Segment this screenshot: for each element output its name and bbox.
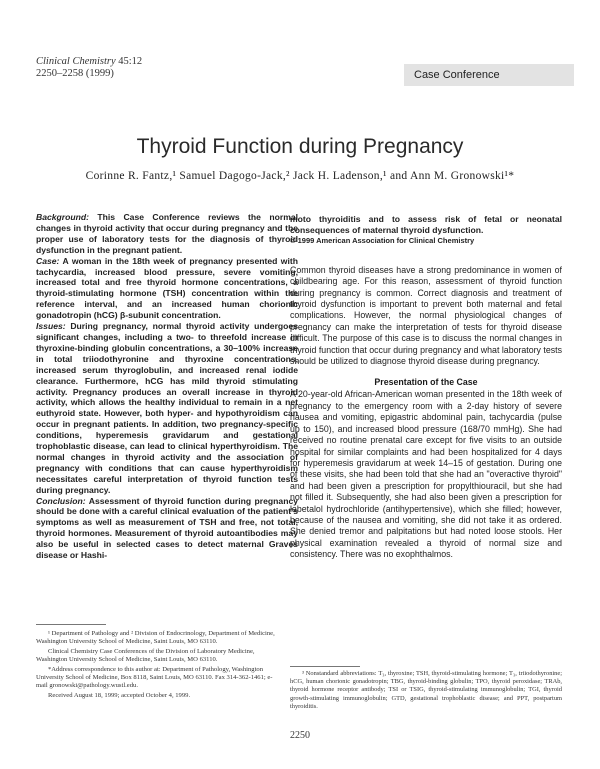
journal-citation bbox=[36, 56, 142, 80]
footnote-series: Clinical Chemistry Case Conferences of the Division of Laboratory Medicine, Washington University School of Medicine, Saint Louis, MO 63110. bbox=[36, 647, 255, 664]
volume-issue: 45:12 bbox=[118, 56, 143, 67]
case-label: Case: bbox=[36, 255, 60, 266]
footnote-abbreviations: ³ Nonstandard abbreviations: T₃, thyroxine; TSH, thyroid-stimulating hormone; T₃, triiodothyronine; hCG, human chorionic gonadotropin; TBG, thyroid-binding globulin; TPO, thyroid peroxidase; TRAb, thyroid hormone receptor antibody; TSI or TSIG, thyroid-stimulating immunoglobulin; TGI, thyroid growth-stimulating immunoglobulin; GTD, gestational trophoblastic disease; and PPT, postpartum thyroiditis. bbox=[290, 670, 562, 710]
abstract-continuation: moto thyroiditis and to assess risk of fetal or neonatal consequences of maternal thyroid dysfunction. bbox=[290, 214, 562, 235]
abstract-issues bbox=[36, 321, 298, 496]
issues-label: Issues: bbox=[36, 321, 66, 332]
conclusion-label: Conclusion: bbox=[36, 495, 86, 506]
article-title: Thyroid Function during Pregnancy bbox=[136, 135, 464, 158]
footnote-correspondence: *Address correspondence to this author at: Department of Pathology, Washington University School of Medicine, Box 8118, Saint Louis, MO 63110. Fax 314-362-1461; e-mail gronowski@pathology.wustl.edu. bbox=[36, 665, 273, 690]
footnote-affiliation: ¹ Department of Pathology and ² Division of Endocrinology, Department of Medicine, Washington University School of Medicine, Saint Louis, MO 63110. bbox=[36, 630, 275, 646]
footnote-divider-left bbox=[36, 624, 106, 625]
page-number: 2250 bbox=[290, 730, 310, 741]
abstract-case bbox=[36, 256, 298, 321]
abstract-left-column bbox=[36, 212, 298, 561]
abstract-background bbox=[36, 212, 298, 256]
journal-name: Clinical Chemistry bbox=[36, 56, 116, 67]
issues-text: During pregnancy, normal thyroid activity undergoes significant changes, including a two- to threefold increase in thyroxine-binding globulin concentrations, a 30–100% increase in total triiodothyronine and thyroxine concentrations, increased serum thyroglobulin, and increased renal iodide clearance. Furthermore, hCG has mild thyroid stimulating activity. Pregnancy produces an overall increase in thyroid activity, which allows the healthy individual to remain in a net euthyroid state. However, both hyper- and hypothyroidism can occur in pregnant patients. In addition, two pregnancy-specific conditions, hyperemesis gravidarum and gestational trophoblastic disease, can lead to clinical hyperthyroidism. The normal changes in thyroid activity and the association of pregnancy with conditions that can cause hyperthyroidism necessitates careful interpretation of thyroid function tests during pregnancy. bbox=[36, 321, 298, 495]
pages-year: 2250–2258 (1999) bbox=[36, 68, 114, 79]
author-list: Corinne R. Fantz,¹ Samuel Dagogo-Jack,² Jack H. Ladenson,¹ and Ann M. Gronowski¹* bbox=[85, 170, 515, 182]
section-heading: Presentation of the Case bbox=[374, 377, 478, 388]
copyright-notice: © 1999 American Association for Clinical Chemistry bbox=[290, 235, 475, 245]
conclusion-text: Assessment of thyroid function during pregnancy should be done with a careful clinical evaluation of the patient's symptoms as well as measurement of TSH and free, not total, thyroid hormones. Measurement of thyroid autoantibodies may also be useful in selected cases to detect maternal Graves disease or Hashi- bbox=[36, 495, 298, 561]
section-label: Case Conference bbox=[404, 64, 574, 86]
footnote-divider-right bbox=[290, 666, 360, 667]
intro-paragraph: Common thyroid diseases have a strong predominance in women of childbearing age. For this reason, assessment of thyroid function during pregnancy is common. Correct diagnosis and treatment of thyroid dysfunction is important to prevent both maternal and fetal complications. However, the normal physiological changes of pregnancy can make the interpretation of tests for thyroid disease difficult. The purpose of this case is to discuss the normal changes in thyroid function that occur during pregnancy and what laboratory tests should be utilized to diagnose thyroid disease during pregnancy. bbox=[290, 264, 562, 367]
case-text: A woman in the 18th week of pregnancy presented with tachycardia, increased blood pressure, severe vomiting, increased total and free thyroid hormone concentrations, a thyroid-stimulating hormone (TSH) concentration within the reference interval, and an increased human chorionic gonadotropin (hCG) β-subunit concentration. bbox=[36, 255, 298, 321]
footnote-received: Received August 18, 1999; accepted October 4, 1999. bbox=[48, 691, 191, 699]
abstract-conclusion bbox=[36, 496, 298, 561]
right-column bbox=[290, 214, 562, 561]
footnotes-left bbox=[36, 630, 276, 701]
background-label: Background: bbox=[36, 212, 89, 222]
case-presentation-text: A 20-year-old African-American woman presented in the 18th week of pregnancy to the emergency room with a 2-day history of severe nausea and vomiting, epigastric abdominal pain, tachycardia (pulse up to 150), and increased blood pressure (168/70 mmHg). She had received no routine prenatal care except for five visits to an outside hospital for similar complaints and had been hospitalized for 4 days for hyperemesis gravidarum at week 14–15 of gestation. During one of these visits, she had been told that she had an "overactive thyroid" and had been given a prescription for propylthiouracil, but she had not filled it. Subsequently, she had also been given a prescription for labetalol hydrochloride (antihypertensive), which she filled; however, because of the nausea and vomiting, she did not take it as ordered. She denied tremor and palpitations but had noted loose stools. Her physical examination revealed a thyroid of normal size and consistency. There was no exophthalmos. bbox=[290, 389, 562, 560]
background-text: This Case Conference reviews the normal changes in thyroid activity that occur during pregnancy and the proper use of laboratory tests for the diagnosis of thyroid dysfunction in the pregnant patient. bbox=[36, 212, 298, 255]
